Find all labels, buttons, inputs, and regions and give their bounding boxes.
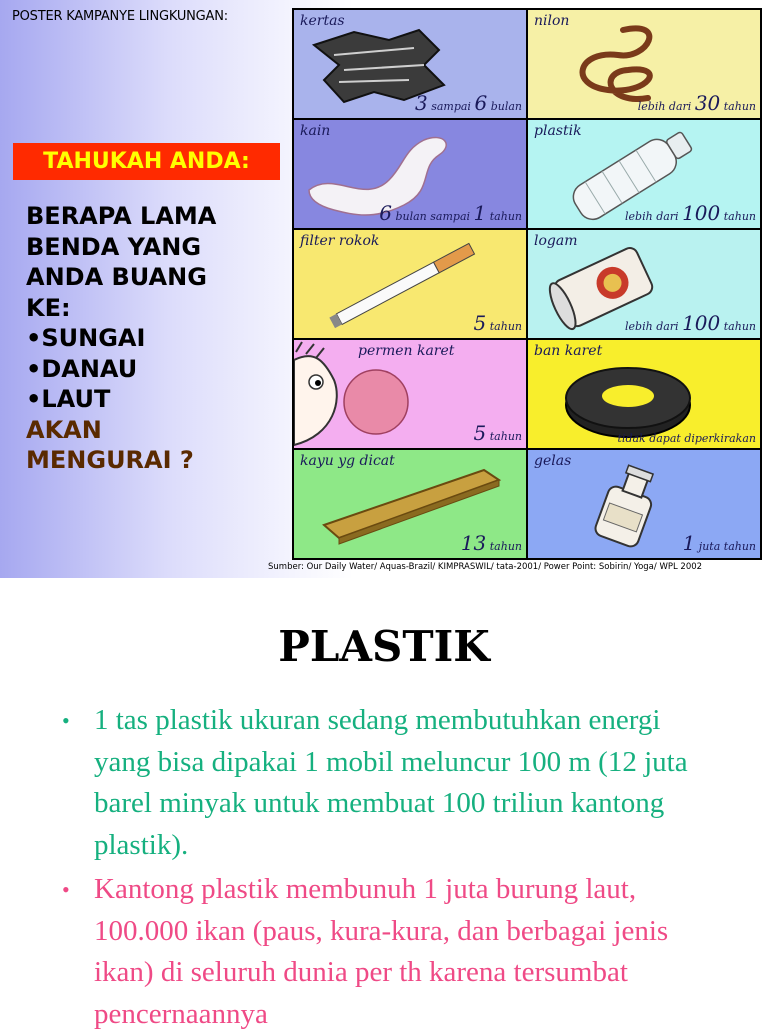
cell-duration: 6 bulan sampai 1 tahun [379, 201, 522, 225]
cell-duration: 3 sampai 6 bulan [414, 91, 522, 115]
question-line: KE: [26, 293, 71, 322]
question-line: BERAPA LAMA [26, 202, 217, 230]
cell-duration: 5 tahun [473, 421, 522, 445]
cell-duration: lebih dari 30 tahun [637, 91, 756, 115]
cell-logam [528, 230, 760, 338]
question-line: •LAUT [26, 385, 111, 413]
plastik-title: PLASTIK [278, 622, 490, 671]
question-line: •SUNGAI [26, 324, 146, 352]
cell-label: kertas [300, 13, 345, 29]
cell-permen-karet [294, 340, 526, 448]
cell-gelas [528, 450, 760, 558]
cell-duration: lebih dari 100 tahun [625, 311, 756, 335]
cell-label: logam [534, 233, 578, 249]
question-text [26, 201, 286, 476]
cell-label: nilon [534, 13, 570, 29]
cell-duration: 1 juta tahun [682, 531, 756, 555]
question-line: MENGURAI ? [26, 446, 194, 474]
cell-label: kayu yg dicat [300, 453, 395, 469]
bullet-wildlife [62, 869, 722, 1035]
cell-label: filter rokok [300, 233, 380, 249]
bullet-text: 1 tas plastik ukuran sedang membutuhkan energi yang bisa dipakai 1 mobil meluncur 100 m (12 juta barel minyak untuk membuat 100 triliun kantong plastik). [94, 704, 688, 861]
cell-label: plastik [534, 123, 582, 139]
question-line: BENDA YANG [26, 232, 202, 261]
bullet-dot: • [62, 708, 70, 733]
poster-label: POSTER KAMPANYE LINGKUNGAN: [12, 9, 228, 24]
cell-nilon [528, 10, 760, 118]
cell-plastik [528, 120, 760, 228]
cell-duration: 5 tahun [473, 311, 522, 335]
source-credit: Sumber: Our Daily Water/ Aquas-Brazil/ KIMPRASWIL/ tata-2001/ Power Point: Sobirin/ Yoga/ WPL 2002 [268, 562, 703, 572]
tahukah-banner: TAHUKAH ANDA: [13, 143, 280, 180]
cell-filter-rokok [294, 230, 526, 338]
cell-label: kain [300, 123, 331, 139]
cell-duration: tidak dapat diperkirakan [617, 432, 756, 445]
question-line: AKAN [26, 415, 102, 444]
question-line: ANDA BUANG [26, 263, 207, 291]
cell-label: permen karet [358, 343, 455, 359]
bullet-dot: • [62, 877, 70, 902]
cell-kayu [294, 450, 526, 558]
cell-kertas [294, 10, 526, 118]
cell-duration: 13 tahun [460, 531, 522, 555]
cell-duration: lebih dari 100 tahun [625, 201, 756, 225]
bullet-text: Kantong plastik membunuh 1 juta burung laut, 100.000 ikan (paus, kura-kura, dan berbagai jenis ikan) di seluruh dunia per th karena tersumbat pencernaannya [94, 873, 669, 1030]
cell-ban-karet [528, 340, 760, 448]
cell-kain [294, 120, 526, 228]
cell-label: gelas [534, 453, 572, 469]
cell-label: ban karet [534, 343, 603, 359]
bullet-energy [62, 700, 722, 866]
question-line: •DANAU [26, 354, 138, 383]
decomposition-grid [292, 8, 762, 560]
